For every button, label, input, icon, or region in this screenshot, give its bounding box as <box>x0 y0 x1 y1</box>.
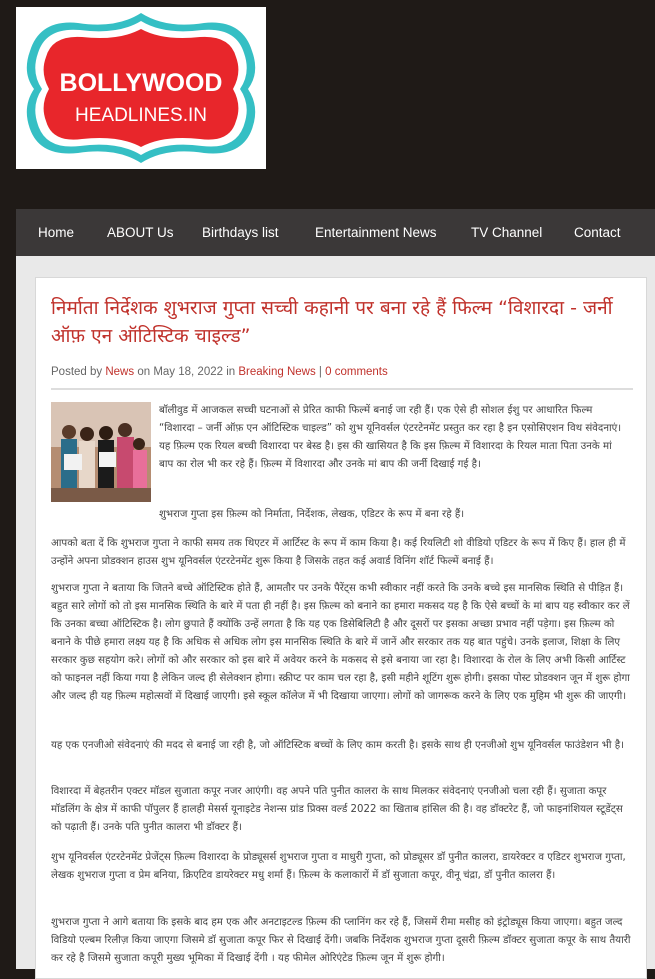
meta-posted-by: Posted by <box>51 366 103 378</box>
meta-divider <box>51 388 633 390</box>
main-nav <box>16 209 655 256</box>
post-paragraph-2: शुभराज गुप्ता इस फ़िल्म को निर्माता, निर्देशक, लेखक, एडिटर के रूप में बना रहे हैं। <box>159 509 465 520</box>
bollywood-headlines-logo-graphic <box>16 7 266 169</box>
post-photo-graphic <box>51 402 151 502</box>
nav-tv-channel[interactable]: TV Channel <box>471 225 543 240</box>
logo-line2: HEADLINES.IN <box>75 105 207 126</box>
post-meta <box>51 366 388 378</box>
post-title[interactable]: निर्माता निर्देशक शुभराज गुप्ता सच्ची कहानी पर बना रहे हैं फिल्म “विशारदा - जर्नी ऑफ़ एन ऑटिस्टिक चाइल्ड” <box>51 297 613 347</box>
meta-category-link[interactable]: Breaking News <box>238 366 316 378</box>
logo-line1: BOLLYWOOD <box>59 69 223 97</box>
post-paragraph-5: यह एक एनजीओ संवेदनाएं की मदद से बनाई जा रही है, जो ऑटिस्टिक बच्चों के लिए काम करती है। इसके साथ ही एनजीओ शुभ यूनिवर्सल फाउंडेशन भी है। <box>51 740 625 751</box>
post-paragraph-3: आपको बता दें कि शुभराज गुप्ता ने काफी समय तक थिएटर में आर्टिस्ट के रूप में काम किया है। कई रियलिटी शो वीडियो एडिटर के रूप में किए हैं। हाल ही में उन्होंने अपना प्रोडक्शन हाउस शुभ यूनिवर्सल एंटरटेनमेंट शुरू किया है जिसके तहत कई अवार्ड विनिंग शॉर्ट फिल्में बनाई हैं। <box>51 538 626 567</box>
post-paragraph-6: विशारदा में बेहतरीन एक्टर मॉडल सुजाता कपूर नजर आएंगी। वह अपने पति पुनीत कालरा के साथ मिलकर संवेदनाएं एनजीओ चला रही हैं। सुजाता कपूर मॉडलिंग के क्षेत्र में काफी पॉपुलर हैं हालही मेसर्स यूनाइटेड नेशन्स ग्रांड प्रिक्स वर्ल्ड 2022 का खिताब हांसिल की है। वह डॉक्टरेट हैं, जो फाइनांशियल स्टूडेंट्स को पढ़ाती हैं। उनके पति पुनीत कालरा भी डॉक्टर हैं। <box>51 786 623 833</box>
post-paragraph-4: शुभराज गुप्ता ने बताया कि जितने बच्चे ऑटिस्टिक होते हैं, आमतौर पर उनके पैरेंट्स कभी स्वीकार नहीं करते कि उनके बच्चे इस मानसिक स्थिति से पीड़ित हैं। बहुत सारे लोगों को तो इस मानसिक स्थिति के बारे में पता ही नहीं है। इस फ़िल्म को बनाने का हमारा मकसद यह है कि ऐसे बच्चों के मां बाप यह स्वीकार कर लें कि उनका बच्चा ऑटिस्टिक है। लोग छुपाते हैं क्योंकि उन्हें लगता है कि यह एक डिसेबिलिटी है और दूसरों पर इसका अच्छा प्रभाव नहीं पड़ेगा। इस फ़िल्म को बनाने के पीछे हमारा लक्ष्य यह है कि अधिक से अधिक लोग इस मानसिक स्थिति के बारे में जानें और सरकार तक यह बात पहुंचे। उनके इलाज, शिक्षा के लिए सरकार कुछ सहयोग करे। लोगों को और सरकार को इस बारे में अवेयर करने के मकसद से इसे बनाया जा रहा है। विशारदा के रोल के लिए अभी किसी आर्टिस्ट को फाइनल नहीं किया गया है लेकिन जल्द ही सेलेक्शन होगा। स्क्रीप्ट पर काम चल रहा है, इसी महीने शूटिंग शुरू होगी। इसका पोस्ट प्रोडक्शन जून में शुरू होगा और जल्द ही यह फ़िल्म महोत्सवों में दिखाई जाएगी। इसे स्कूल कॉलेज में भी दिखाया जाएगा। लोगों को जागरूक करने के लिए एक मुहिम भी शुरू की जाएगी। <box>51 583 630 702</box>
nav-about-us[interactable]: ABOUT Us <box>107 225 174 240</box>
meta-date: May 18, 2022 <box>153 366 224 378</box>
meta-in: in <box>226 366 236 378</box>
nav-birthdays-list[interactable]: Birthdays list <box>202 225 279 240</box>
post-paragraph-7: शुभ यूनिवर्सल एंटरटेनमेंट प्रेजेंट्स फ़िल्म विशारदा के प्रोड्यूसर्स शुभराज गुप्ता व माधुरी गुप्ता, को प्रोड्यूसर डॉ पुनीत कालरा, डायरेक्टर व एडिटर शुभराज गुप्ता, लेखक शुभराज गुप्ता व प्रेम बनिया, क्रिएटिव डायरेक्टर मधु शर्मा हैं। फ़िल्म के कलाकारों में डॉ सुजाता कपूर, वीनू चंद्रा, डॉ पुनीत कालरा हैं। <box>51 852 626 881</box>
post-image[interactable] <box>51 402 151 502</box>
post-paragraph-1: बॉलीवुड में आजकल सच्ची घटनाओं से प्रेरित काफी फिल्में बनाई जा रही हैं। एक ऐसे ही सोशल ईशु पर आधारित फिल्म “विशारदा – जर्नी ऑफ़ एन ऑटिस्टिक चाइल्ड” को शुभ यूनिवर्सल एंटरटेनमेंट प्रस्तुत कर रहा है इन एसोसिएशन विथ संवेदनाएं। यह फ़िल्म एक रियल बच्ची विशारदा पर बेस्ड है। इस की खासियत है कि इस फ़िल्म में विशारदा के रियल माता पिता उनके मां बाप का रोल भी कर रहे हैं। फ़िल्म में विशारदा और उनके मां बाप की जर्नी दिखाई गई है। <box>159 405 622 470</box>
nav-entertainment-news[interactable]: Entertainment News <box>315 225 437 240</box>
meta-comments-link[interactable]: 0 comments <box>325 366 388 378</box>
meta-on: on <box>137 366 151 378</box>
meta-separator: | <box>318 366 322 378</box>
meta-author-link[interactable]: News <box>105 366 135 378</box>
post-paragraph-8: शुभराज गुप्ता ने आगे बताया कि इसके बाद हम एक और अनटाइटल्ड फ़िल्म की प्लानिंग कर रहे हैं, जिसमें रीमा मसीह को इंट्रोड्यूस किया जाएगा। बहुत जल्द विडियो एल्बम रिलीज़ किया जाएगा जिसमे डॉ सुजाता कपूर फिर से दिखाई देंगी। जबकि निर्देशक शुभराज गुप्ता दूसरी फ़िल्म डॉक्टर सुजाता कपूर के साथ तैयारी कर रहे है जिसमे सुजाता कपूरी मुख्य भूमिका में दिखाई देंगी । यह फीमेल ओरिएंटेड फ़िल्म जून में शुरू होगी। <box>51 917 631 964</box>
nav-home[interactable]: Home <box>38 225 75 240</box>
site-logo[interactable] <box>16 7 266 169</box>
nav-contact[interactable]: Contact <box>574 225 621 240</box>
